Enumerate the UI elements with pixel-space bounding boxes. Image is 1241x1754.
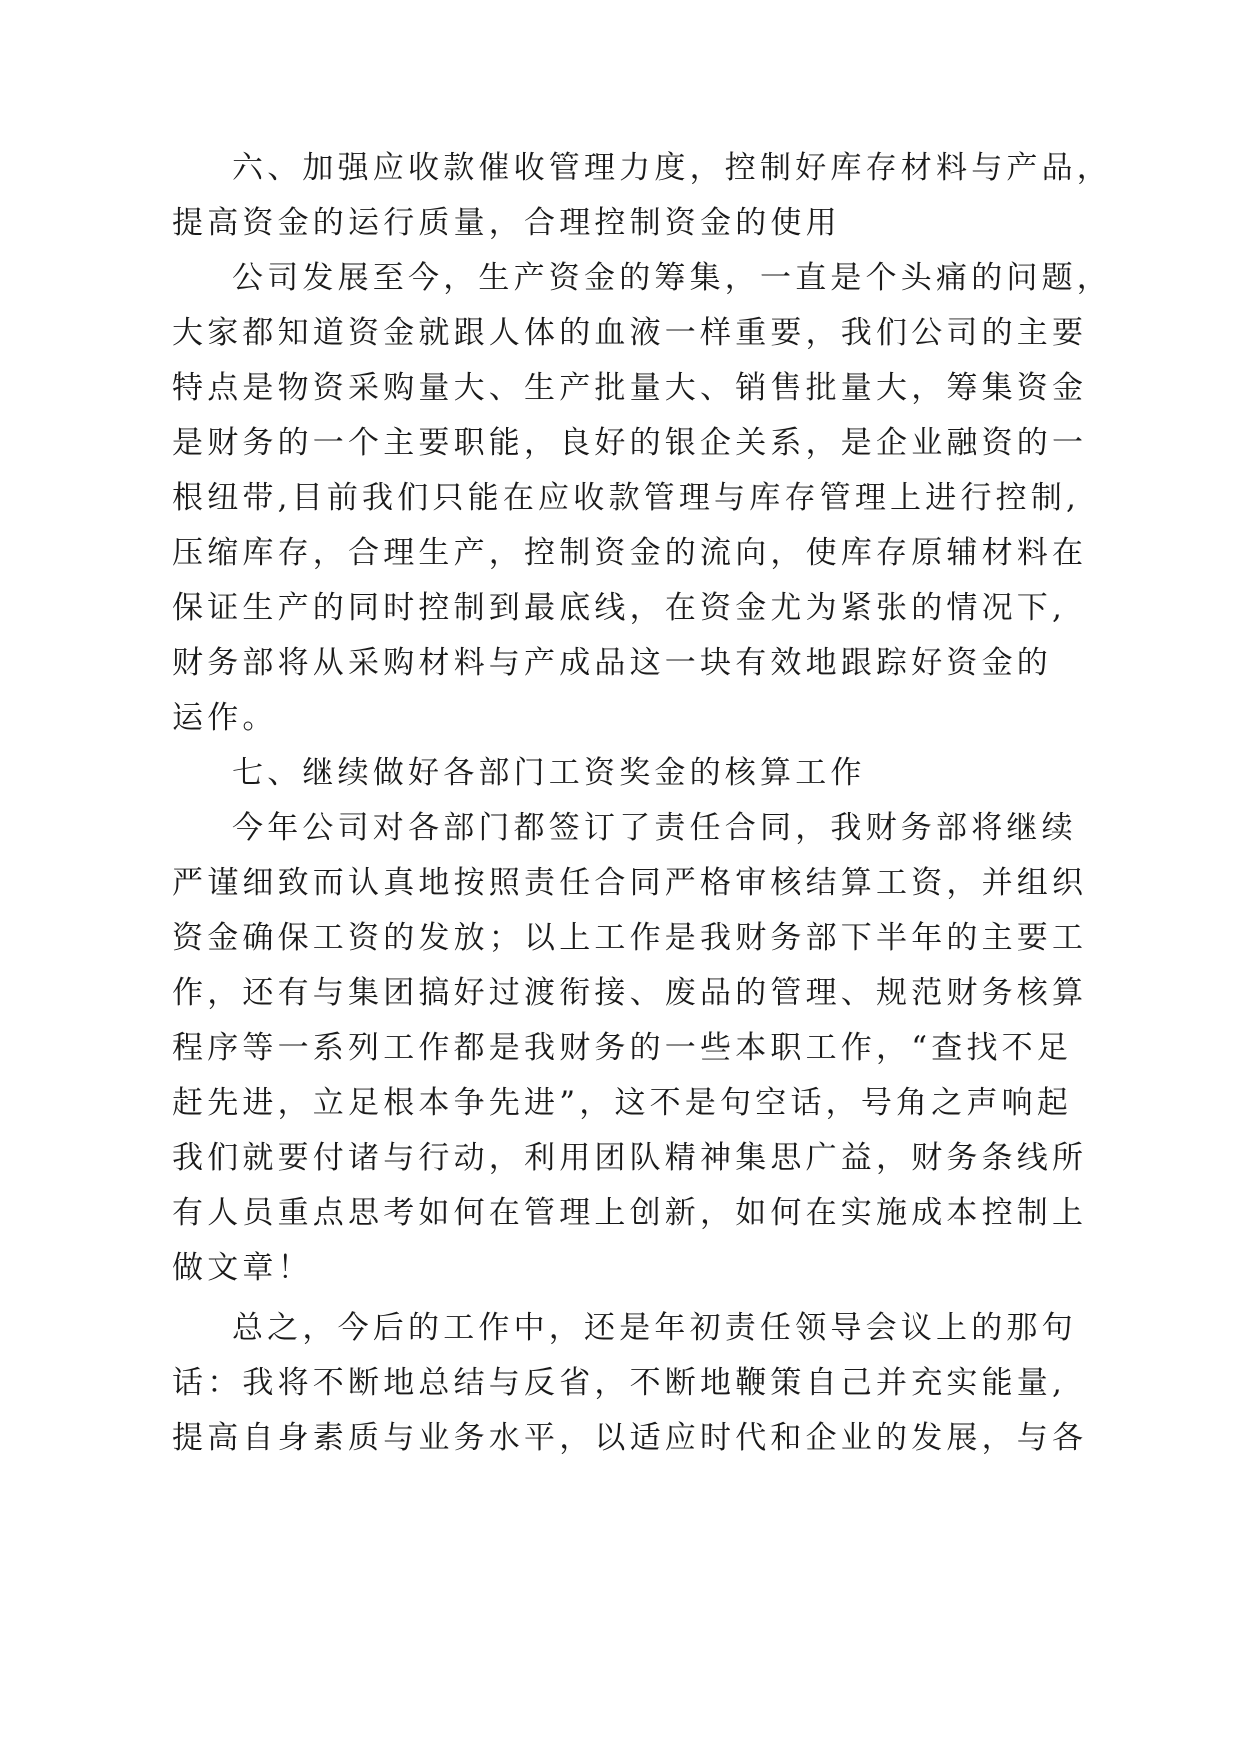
paragraph-2-line-8: 有人员重点思考如何在管理上创新，如何在实施成本控制上 <box>172 1195 1088 1231</box>
paragraph-2-line-5: 程序等一系列工作都是我财务的一些本职工作，“查找不足 <box>172 1030 1073 1066</box>
paragraph-1-line-1: 公司发展至今，生产资金的筹集，一直是个头痛的问题， <box>232 260 1112 296</box>
paragraph-2-line-3: 资金确保工资的发放；以上工作是我财务部下半年的主要工 <box>172 920 1088 956</box>
paragraph-2-line-1: 今年公司对各部门都签订了责任合同，我财务部将继续 <box>232 810 1077 846</box>
paragraph-1-line-7: 保证生产的同时控制到最底线，在资金尤为紧张的情况下, <box>172 590 1067 626</box>
paragraph-1-line-5: 根纽带,目前我们只能在应收款管理与库存管理上进行控制, <box>172 480 1081 516</box>
paragraph-1-line-4: 是财务的一个主要职能，良好的银企关系，是企业融资的一 <box>172 425 1088 461</box>
paragraph-3-line-1: 总之，今后的工作中，还是年初责任领导会议上的那句 <box>232 1310 1077 1346</box>
paragraph-1-line-3: 特点是物资采购量大、生产批量大、销售批量大，筹集资金 <box>172 370 1088 406</box>
paragraph-2-line-7: 我们就要付诸与行动，利用团队精神集思广益，财务条线所 <box>172 1140 1088 1176</box>
paragraph-3-line-2: 话：我将不断地总结与反省，不断地鞭策自己并充实能量, <box>172 1365 1067 1401</box>
heading-6-line-1: 六、加强应收款催收管理力度，控制好库存材料与产品， <box>232 150 1112 186</box>
paragraph-2-line-2: 严谨细致而认真地按照责任合同严格审核结算工资，并组织 <box>172 865 1088 901</box>
heading-6-line-2: 提高资金的运行质量，合理控制资金的使用 <box>172 205 841 241</box>
paragraph-1-line-2: 大家都知道资金就跟人体的血液一样重要，我们公司的主要 <box>172 315 1088 351</box>
paragraph-2-line-4: 作，还有与集团搞好过渡衔接、废品的管理、规范财务核算 <box>172 975 1088 1011</box>
paragraph-2-line-9: 做文章！ <box>172 1250 313 1286</box>
paragraph-1-line-8: 财务部将从采购材料与产成品这一块有效地跟踪好资金的 <box>172 645 1052 681</box>
heading-7: 七、继续做好各部门工资奖金的核算工作 <box>232 755 866 791</box>
paragraph-3-line-3: 提高自身素质与业务水平，以适应时代和企业的发展，与各 <box>172 1420 1088 1456</box>
paragraph-1-line-6: 压缩库存，合理生产，控制资金的流向，使库存原辅材料在 <box>172 535 1088 571</box>
paragraph-1-line-9: 运作。 <box>172 700 278 736</box>
paragraph-2-line-6: 赶先进，立足根本争先进”，这不是句空话，号角之声响起 <box>172 1085 1073 1121</box>
